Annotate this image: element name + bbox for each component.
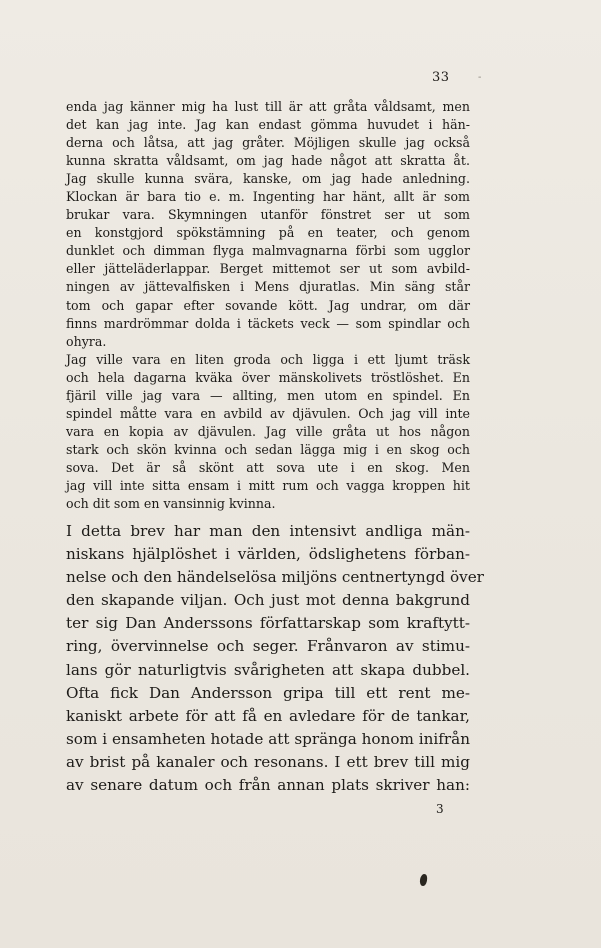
page-number: 33 (432, 70, 450, 85)
quote-line: derna och låtsa, att jag gråter. Möjligen skulle jag också (66, 135, 470, 151)
body-line: Ofta fick Dan Andersson gripa till ett rent me- (66, 683, 470, 702)
quote-line: en konstgjord spökstämning på en teater, och genom (66, 225, 470, 241)
body-line: lans gör naturligtvis svårigheten att skapa dubbel. (66, 660, 470, 679)
quote-line: det kan jag inte. Jag kan endast gömma huvudet i hän- (66, 117, 470, 133)
quoted-letter (66, 98, 470, 513)
body-line: niskans hjälplöshet i världen, ödslighetens förban- (66, 545, 470, 564)
body-line: ter sig Dan Anderssons författarskap som kraftytt- (66, 614, 470, 633)
quote-line: enda jag känner mig ha lust till är att gråta våldsamt, men (66, 99, 470, 114)
quote-line: brukar vara. Skymningen utanför fönstret ser ut som (66, 207, 470, 223)
body-line: som i ensamheten hotade att spränga honom inifrån (66, 729, 470, 748)
quote-line: ohyra. (66, 333, 107, 349)
quote-line: finns mardrömmar dolda i täckets veck — som spindlar och (66, 315, 470, 331)
quote-line: sova. Det är så skönt att sova ute i en skog. Men (66, 459, 470, 475)
quote-line: eller jätteläderlappar. Berget mittemot ser ut som avbild- (66, 261, 470, 277)
quote-line: Klockan är bara tio e. m. Ingenting har hänt, allt är som (66, 189, 470, 205)
quote-line: tom och gapar efter sovande kött. Jag undrar, om där (66, 297, 470, 313)
quote-line: Jag ville vara en liten groda och ligga i ett ljumt träsk (66, 351, 470, 367)
quote-line: jag vill inte sitta ensam i mitt rum och vagga kroppen hit (66, 477, 470, 493)
quote-line: Jag skulle kunna svära, kanske, om jag hade anledning. (66, 171, 470, 187)
quote-line: och hela dagarna kväka över mänskolivets tröstlöshet. En (66, 369, 470, 385)
quote-line: fjäril ville jag vara — allting, men utom en spindel. En (66, 387, 470, 403)
body-paragraph (66, 520, 484, 797)
quote-line: ningen av jättevalfisken i Mens djuratlas. Min säng står (66, 279, 470, 295)
quote-line: och dit som en vansinnig kvinna. (66, 496, 276, 512)
quote-line: stark och skön kvinna och sedan lägga mig i en skog och (66, 441, 470, 457)
body-line: av senare datum och från annan plats skriver han: (66, 776, 470, 795)
body-line: I detta brev har man den intensivt andliga män- (66, 522, 470, 540)
body-line: av brist på kanaler och resonans. I ett brev till mig (66, 752, 470, 771)
body-line: kaniskt arbete för att få en avledare för de tankar, (66, 706, 470, 725)
margin-mark: - (478, 72, 482, 83)
quote-line: dunklet och dimman flyga malmvagnarna förbi som ugglor (66, 243, 470, 259)
quote-line: kunna skratta våldsamt, om jag hade något att skratta åt. (66, 153, 470, 169)
body-line: den skapande viljan. Och just mot denna bakgrund (66, 591, 470, 610)
body-line: ring, övervinnelse och seger. Frånvaron av stimu- (66, 637, 470, 656)
quote-line: vara en kopia av djävulen. Jag ville gråta ut hos någon (66, 423, 470, 439)
body-line: nelse och den händelselösa miljöns centnertyngd över (66, 568, 484, 587)
signature-mark: 3 (436, 802, 444, 816)
ink-blot (419, 873, 428, 886)
quote-line: spindel måtte vara en avbild av djävulen. Och jag vill inte (66, 405, 470, 421)
